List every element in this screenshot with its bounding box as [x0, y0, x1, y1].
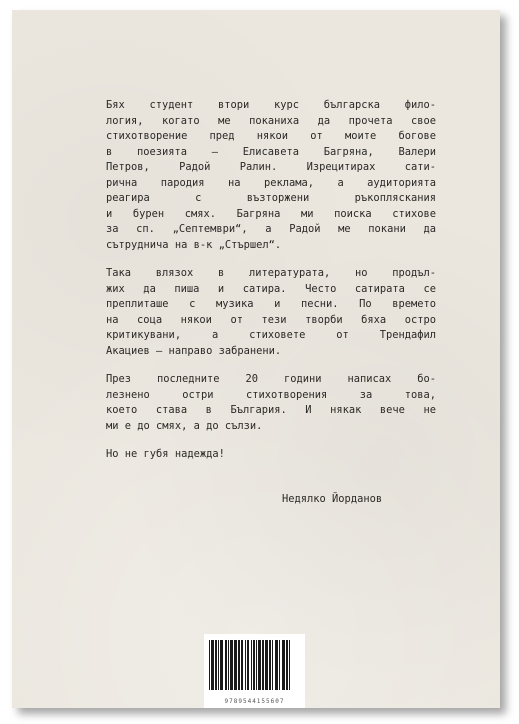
barcode-bar — [209, 640, 210, 690]
barcode-bars — [208, 640, 301, 690]
text-line: Петров, Радой Ралин. Изрецитирах сати- — [106, 161, 436, 173]
text-line: реагира с възторжени ръкопляскания — [106, 192, 436, 204]
barcode-bar — [272, 640, 273, 690]
paragraph-2 — [106, 266, 436, 359]
barcode-bar — [269, 640, 271, 690]
text-line: на соца някои от тези творби бяха остро — [106, 313, 436, 326]
text-line: рична пародия на реклама, а аудиторията — [106, 176, 436, 189]
text-line: за сп. „Септември“, а Радой ме покани да — [106, 223, 436, 235]
text-line: Бях студент втори курс българска фило- — [106, 99, 436, 111]
barcode-bar — [218, 640, 219, 690]
barcode-bar — [286, 640, 288, 690]
barcode-bar — [220, 640, 223, 690]
back-cover — [12, 10, 500, 708]
barcode — [204, 634, 305, 708]
text-line: Но не губя надежда! — [106, 448, 225, 460]
text-line: и бурен смях. Багряна ми поиска стихове — [106, 207, 436, 220]
barcode-bar — [228, 640, 229, 690]
text-line: Акациев — направо забранени. — [106, 344, 282, 357]
author-signature: Недялко Йорданов — [282, 493, 383, 505]
barcode-bar — [256, 640, 257, 690]
text-line: логия, когато ме поканиха да прочета свое — [106, 114, 436, 127]
text-line: стихотворение пред някои от моите богове — [106, 130, 436, 142]
barcode-bar — [282, 640, 285, 690]
barcode-bar — [234, 640, 237, 690]
text-line: сътруднича на в-к „Стършел“. — [106, 238, 282, 251]
text-line: преплиташе с музика и песни. По времето — [106, 298, 436, 310]
barcode-bar — [225, 640, 227, 690]
text-line: критикувани, а стиховете от Трендафил — [106, 329, 436, 341]
barcode-bar — [279, 640, 280, 690]
barcode-bar — [211, 640, 214, 690]
text-line: Така влязох в литературата, но продъл- — [106, 267, 436, 279]
barcode-bar — [241, 640, 243, 690]
text-line: жих да пиша и сатира. Често сатирата се — [106, 282, 436, 295]
text-line: в поезията – Елисавета Багряна, Валери — [106, 145, 436, 158]
barcode-bar — [275, 640, 278, 690]
barcode-bar — [245, 640, 246, 690]
barcode-bar — [289, 640, 290, 690]
text-line: ми е до смях, а до сълзи. — [106, 419, 263, 432]
text-line: лезнено остри стихотворения за това, — [106, 388, 436, 401]
barcode-bar — [238, 640, 240, 690]
barcode-bar — [262, 640, 264, 690]
barcode-bar — [258, 640, 261, 690]
barcode-number: 9789544155607 — [224, 698, 285, 705]
barcode-bar — [251, 640, 252, 690]
barcode-bar — [253, 640, 255, 690]
paragraph-4 — [106, 447, 436, 463]
text-line: което става в България. И някак вече не — [106, 404, 436, 416]
barcode-bar — [247, 640, 249, 690]
text-line: През последните 20 години написах бо- — [106, 373, 436, 385]
paragraph-1 — [106, 98, 436, 253]
paragraph-3 — [106, 372, 436, 434]
cover-text — [106, 98, 436, 476]
barcode-bar — [215, 640, 217, 690]
barcode-bar — [265, 640, 268, 690]
barcode-bar — [230, 640, 233, 690]
